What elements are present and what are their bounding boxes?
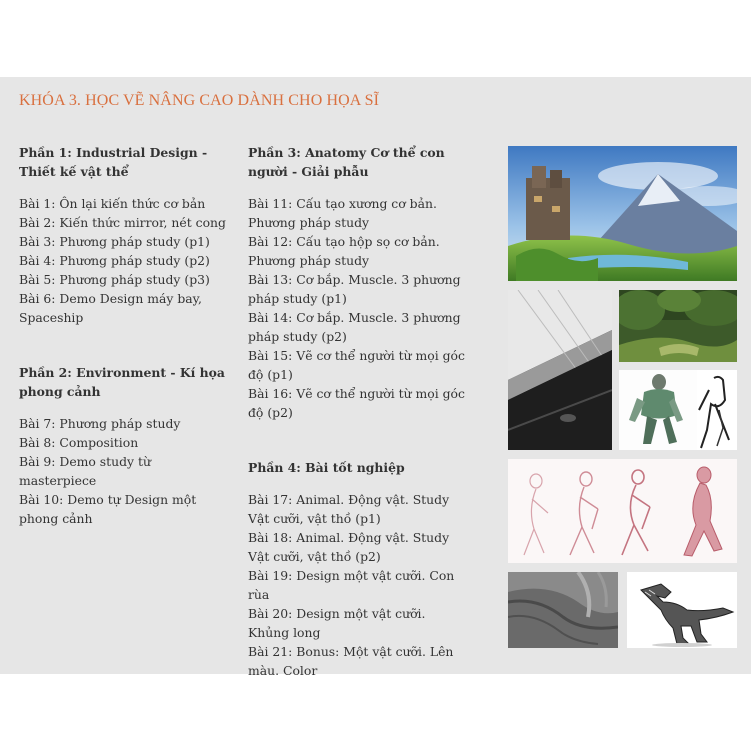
lesson-item: Bài 15: Vẽ cơ thể người từ mọi góc độ (p1) bbox=[248, 348, 465, 382]
figure-studies-sketch-image bbox=[508, 459, 737, 563]
lesson-item: Bài 21: Bonus: Một vật cưỡi. Lên màu. Color bbox=[248, 644, 454, 678]
page-title: KHÓA 3. HỌC VẼ NÂNG CAO DÀNH CHO HỌA SĨ bbox=[19, 92, 380, 109]
lesson-item: Bài 12: Cấu tạo hộp sọ cơ bản. Phương pháp study bbox=[248, 234, 440, 268]
lesson-item: Bài 1: Ôn lại kiến thức cơ bản bbox=[19, 196, 206, 211]
architecture-photo-image bbox=[508, 290, 612, 450]
dinosaur-sketch-image bbox=[627, 572, 737, 648]
lesson-item: Bài 17: Animal. Động vật. Study Vật cưỡi, vật thồ (p1) bbox=[248, 492, 450, 526]
lesson-item: Bài 19: Design một vật cưỡi. Con rùa bbox=[248, 568, 455, 602]
lesson-item: Bài 2: Kiến thức mirror, nét cong bbox=[19, 215, 226, 230]
section-title-4: Phần 4: Bài tốt nghiệp bbox=[248, 460, 405, 475]
lesson-item: Bài 5: Phương pháp study (p3) bbox=[19, 272, 210, 287]
muscle-figure-sketch-image bbox=[619, 370, 737, 450]
lesson-item: Bài 4: Phương pháp study (p2) bbox=[19, 253, 210, 268]
lesson-item: Bài 11: Cấu tạo xương cơ bản. Phương pháp study bbox=[248, 196, 437, 230]
lesson-item: Bài 3: Phương pháp study (p1) bbox=[19, 234, 210, 249]
section-title-1: Phần 1: Industrial Design - Thiết kế vật thể bbox=[19, 145, 208, 179]
lesson-list-4 bbox=[248, 490, 470, 680]
lesson-list-2 bbox=[19, 414, 231, 528]
column-middle bbox=[248, 143, 470, 680]
lesson-item: Bài 9: Demo study từ masterpiece bbox=[19, 454, 151, 488]
lesson-list-3 bbox=[248, 194, 470, 422]
lesson-item: Bài 7: Phương pháp study bbox=[19, 416, 181, 431]
lesson-item: Bài 14: Cơ bắp. Muscle. 3 phương pháp study (p2) bbox=[248, 310, 461, 344]
muscle-anatomy-closeup-image bbox=[508, 572, 618, 648]
section-title-3: Phần 3: Anatomy Cơ thể con người - Giải phẫu bbox=[248, 145, 445, 179]
lesson-item: Bài 8: Composition bbox=[19, 435, 139, 450]
lesson-list-1 bbox=[19, 194, 231, 327]
lesson-item: Bài 10: Demo tự Design một phong cảnh bbox=[19, 492, 197, 526]
lesson-item: Bài 18: Animal. Động vật. Study Vật cưỡi, vật thồ (p2) bbox=[248, 530, 450, 564]
section-title-2: Phần 2: Environment - Kí họa phong cảnh bbox=[19, 365, 225, 399]
lesson-item: Bài 13: Cơ bắp. Muscle. 3 phương pháp study (p1) bbox=[248, 272, 461, 306]
lesson-item: Bài 6: Demo Design máy bay, Spaceship bbox=[19, 291, 202, 325]
moving-castle-landscape-image bbox=[508, 146, 737, 281]
lesson-item: Bài 20: Design một vật cưỡi. Khủng long bbox=[248, 606, 426, 640]
column-left bbox=[19, 143, 231, 528]
forest-painting-image bbox=[619, 290, 737, 362]
lesson-item: Bài 16: Vẽ cơ thể người từ mọi góc độ (p2) bbox=[248, 386, 465, 420]
